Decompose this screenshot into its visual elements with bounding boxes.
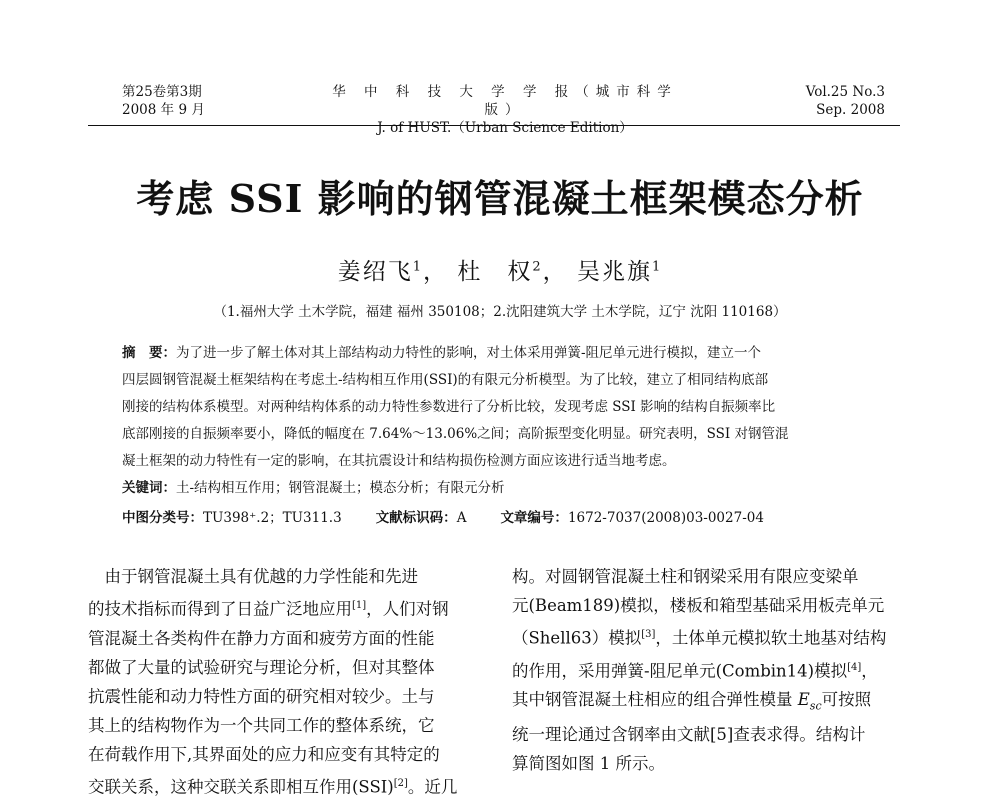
classification-info xyxy=(122,505,882,532)
volume-number-en: Vol.25 No.3 xyxy=(705,83,885,101)
body-column-left xyxy=(88,562,474,801)
volume-issue: 第25卷第3期 xyxy=(122,83,205,101)
body-line: （Shell63）模拟[3]，土体单元模拟软土地基对结构 xyxy=(512,620,898,653)
keywords-label: 关键词： xyxy=(122,480,176,496)
citation: [4] xyxy=(847,662,861,673)
journal-name-en: J. of HUST.（Urban Science Edition） xyxy=(330,119,680,137)
doc-code-label: 文献标识码： xyxy=(376,510,457,526)
keywords xyxy=(122,475,882,502)
modulus-symbol: $E_{sc}$ xyxy=(798,690,822,709)
body-column-right xyxy=(512,562,898,778)
citation: [1] xyxy=(352,600,366,611)
journal-name-cn: 华 中 科 技 大 学 学 报（城市科学版） xyxy=(330,83,680,119)
body-line: 在荷载作用下,其界面处的应力和应变有其特定的 xyxy=(88,740,474,769)
body-line: 的作用，采用弹簧-阻尼单元(Combin14)模拟[4]， xyxy=(512,653,898,686)
article-number-value: 1672-7037(2008)03-0027-04 xyxy=(568,510,764,526)
body-line: 元(Beam189)模拟，楼板和箱型基础采用板壳单元 xyxy=(512,591,898,620)
author-affil-mark: 2 xyxy=(532,259,542,274)
body-line: 抗震性能和动力特性方面的研究相对较少。土与 xyxy=(88,682,474,711)
issue-date-en: Sep. 2008 xyxy=(705,101,885,119)
body-line: 的技术指标而得到了日益广泛地应用[1]，人们对钢 xyxy=(88,591,474,624)
author-name: 吴兆旗 xyxy=(577,259,652,285)
abstract-line: 为了进一步了解土体对其上部结构动力特性的影响，对土体采用弹簧-阻尼单元进行模拟，建立一个 xyxy=(176,345,761,361)
author-list: 姜绍飞$^1$， 杜 权$^2$， 吴兆旗$^1$ xyxy=(90,253,910,286)
issue-date-cn: 2008 年 9 月 xyxy=(122,101,205,119)
doc-code-value: A xyxy=(457,510,467,526)
header-rule xyxy=(88,125,900,126)
abstract xyxy=(122,340,882,475)
body-line: 算简图如图 1 所示。 xyxy=(512,749,898,778)
paper-title: 考虑 SSI 影响的钢管混凝土框架模态分析 xyxy=(90,168,910,223)
body-line: 其上的结构物作为一个共同工作的整体系统，它 xyxy=(88,711,474,740)
clc-label: 中图分类号： xyxy=(122,510,203,526)
author-name: 姜绍飞 xyxy=(338,259,413,285)
body-line: 由于钢管混凝土具有优越的力学性能和先进 xyxy=(88,562,474,591)
affiliations: （1.福州大学 土木学院，福建 福州 350108；2.沈阳建筑大学 土木学院，辽宁 沈阳 110168） xyxy=(90,300,910,320)
citation: [3] xyxy=(641,629,655,640)
body-line: 其中钢管混凝土柱相应的组合弹性模量 $E_{sc}$可按照 xyxy=(512,685,898,720)
citation: [2] xyxy=(394,778,408,789)
body-line: 交联关系，这种交联关系即相互作用(SSI)[2]。近几 xyxy=(88,769,474,801)
abstract-line: 四层圆钢管混凝土框架结构在考虑土-结构相互作用(SSI)的有限元分析模型。为了比较，建立了相同结构底部 xyxy=(122,367,882,394)
clc-value: TU398⁺.2；TU311.3 xyxy=(203,510,342,526)
author-name: 杜 权 xyxy=(457,259,532,285)
keywords-text: 土-结构相互作用；钢管混凝土；模态分析；有限元分析 xyxy=(176,480,505,496)
abstract-label: 摘 要： xyxy=(122,345,176,361)
journal-volume-issue xyxy=(122,83,205,119)
abstract-line: 凝土框架的动力特性有一定的影响，在其抗震设计和结构损伤检测方面应该进行适当地考虑。 xyxy=(122,448,882,475)
article-number-label: 文章编号： xyxy=(500,510,568,526)
body-line: 统一理论通过含钢率由文献[5]查表求得。结构计 xyxy=(512,720,898,749)
author-affil-mark: 1 xyxy=(413,259,423,274)
journal-name xyxy=(330,83,680,137)
body-line: 构。对圆钢管混凝土柱和钢梁采用有限应变梁单 xyxy=(512,562,898,591)
abstract-line: 底部刚接的自振频率要小，降低的幅度在 7.64%～13.06%之间；高阶振型变化明显。研究表明，SSI 对钢管混 xyxy=(122,421,882,448)
body-line: 都做了大量的试验研究与理论分析，但对其整体 xyxy=(88,653,474,682)
author-affil-mark: 1 xyxy=(652,259,662,274)
body-line: 管混凝土各类构件在静力方面和疲劳方面的性能 xyxy=(88,624,474,653)
abstract-line: 刚接的结构体系模型。对两种结构体系的动力特性参数进行了分析比较，发现考虑 SSI 影响的结构自振频率比 xyxy=(122,394,882,421)
journal-volume-en xyxy=(705,83,885,119)
